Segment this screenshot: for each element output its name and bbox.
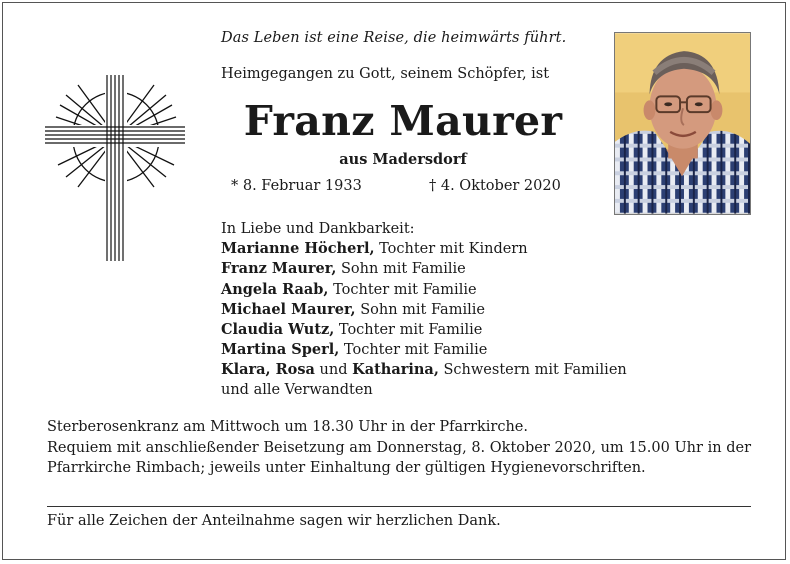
- service-info: [47, 417, 751, 479]
- list-item: Michael Maurer, Sohn mit Familie: [221, 300, 485, 318]
- list-item: Claudia Wutz, Tochter mit Familie: [221, 321, 483, 339]
- origin-place: aus Madersdorf: [339, 151, 467, 168]
- portrait-photo: [614, 32, 751, 215]
- list-item: Franz Maurer, Sohn mit Familie: [221, 260, 466, 278]
- intro-line: Heimgegangen zu Gott, seinem Schöpfer, ist: [221, 66, 550, 82]
- rosary-info: Sterberosenkranz am Mittwoch um 18.30 Uhr in der Pfarrkirche.: [47, 419, 528, 435]
- list-item: Marianne Höcherl, Tochter mit Kindern: [221, 240, 528, 258]
- requiem-info: Requiem mit anschließender Beisetzung am Donnerstag, 8. Oktober 2020, um 15.00 Uhr in der Pfarrkirche Rimbach; jeweils unter Einhaltung der gültigen Hygienevorschriften.: [47, 439, 751, 476]
- list-item: Klara, Rosa und Katharina, Schwestern mit Familien: [221, 361, 627, 379]
- divider: [47, 506, 751, 507]
- deceased-name: Franz Maurer: [243, 97, 563, 145]
- birth-date: * 8. Februar 1933: [231, 178, 362, 194]
- list-item: Martina Sperl, Tochter mit Familie: [221, 341, 488, 359]
- motto: Das Leben ist eine Reise, die heimwärts führt.: [221, 30, 567, 46]
- cross-with-rays-icon: [43, 65, 189, 265]
- mourners-heading: In Liebe und Dankbarkeit:: [221, 221, 415, 237]
- list-item: Angela Raab, Tochter mit Familie: [221, 280, 477, 298]
- thanks-note: Für alle Zeichen der Anteilnahme sagen wir herzlichen Dank.: [47, 513, 501, 529]
- obituary-card: [2, 2, 786, 560]
- death-date: † 4. Oktober 2020: [429, 178, 561, 194]
- mourners-list: [221, 220, 627, 400]
- mourners-closing: und alle Verwandten: [221, 381, 373, 398]
